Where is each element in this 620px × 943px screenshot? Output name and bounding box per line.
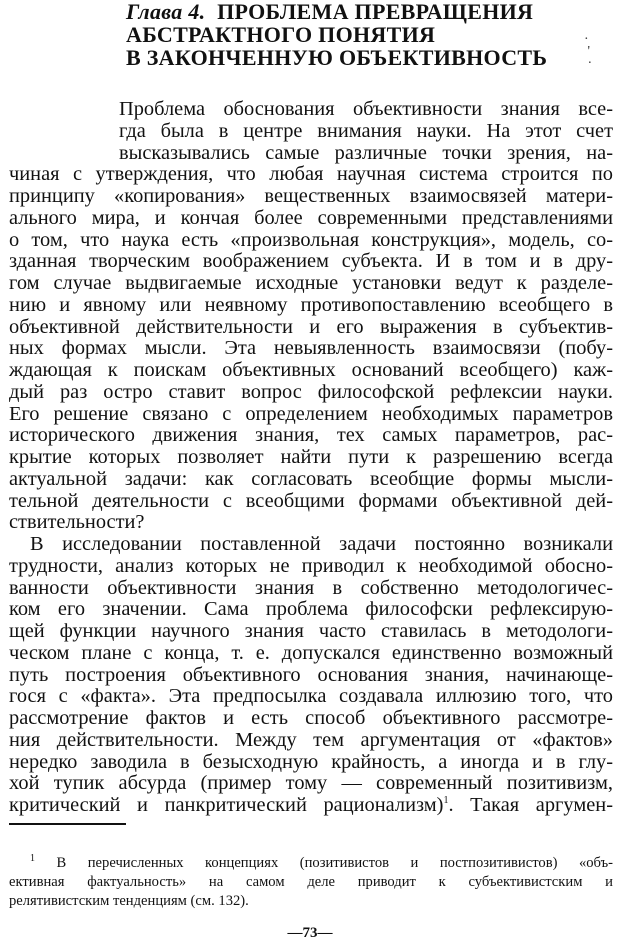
text-line: объективной действительности и его выражения в субъектив- [9,315,613,338]
text-line: высказывались самые различные точки зрения, на- [119,141,613,164]
text-line-with-footnote-ref [9,795,613,817]
text-line: Проблема обоснования объективности знания все- [119,98,613,120]
chapter-label: Глава 4. [126,0,206,24]
text-fragment: критический и панкритический рационализм) [9,794,444,816]
text-line: гом случае выдвигаемые исходные установки ведут к разделе- [9,272,613,294]
text-line: принципу «копирования» вещественных взаимосвязей матери- [9,185,613,207]
chapter-heading-line-1 [126,0,586,23]
text-line: ждающая к поискам объективных оснований всеобщего) каж- [9,359,613,381]
text-line: ствительности? [9,511,145,534]
text-line: тельной деятельности с всеобщими формами объективной дей- [9,489,613,512]
text-line: хой тупик абсурда (пример тому — современный позитивизм, [9,772,613,795]
text-line: о том, что наука есть «произвольная конструкция», модель, со- [9,228,613,251]
footnote-separator [9,823,126,825]
chapter-title-line: В ЗАКОНЧЕННУЮ ОБЪЕКТИВНОСТЬ [126,45,548,70]
text-line: ния действительности. Между тем аргументация от «фактов» [9,728,613,751]
text-line: ных формах мысли. Эта невыявленность взаимосвязи (побу- [9,337,613,360]
footnote-line: релятивистским тенденциям (см. 132). [9,893,249,909]
text-line: ком его значении. Сама проблема философски рефлексирую- [9,598,613,621]
text-line: путь построения объективного основания знания, начинающе- [9,663,613,686]
text-line: исторического движения знания, тех самых параметров, рас- [9,424,613,447]
text-line: зданная творческим воображением субъекта. И в том и в дру- [9,250,613,273]
text-line: дый раз остро ставит вопрос философской рефлексии науки. [9,380,613,403]
text-line: чиная с утверждения, что любая научная система строится по [9,163,613,186]
footnote-text: В перечисленных концепциях (позитивистов и постпозитивистов) «объ- [56,855,614,871]
text-line: щей функции научного знания часто ставилась в методологи- [9,620,613,642]
text-line: ческом плане с конца, т. е. допускался единственно возможный [9,641,613,664]
page-number: —73— [287,925,333,941]
footnote-ref: 1 [443,795,449,807]
footnote [9,854,613,911]
text-line: В исследовании поставленной задачи постоянно возникали [30,533,613,555]
body-text [9,99,613,817]
chapter-title-line: АБСТРАКТНОГО ПОНЯТИЯ [126,22,436,47]
text-line: ального мира, и кончая более современными представлениями [9,206,613,229]
text-line: рассмотрение фактов и есть способ объективного рассмотре- [9,707,613,729]
footnote-marker: 1 [30,853,35,865]
footnote-line: ективная фактуальность» на самом деле приводит к субъективистским и [9,874,613,890]
text-line: нию и явному или неявному противопоставлению всеобщего в [9,293,613,316]
text-line: гося с «факта». Эта предпосылка создавала иллюзию того, что [9,685,613,708]
text-line: нередко заводила в безысходную крайность, а иногда и в глу- [9,750,613,773]
text-line: актуальной задачи: как согласовать всеобщие формы мысли- [9,467,613,490]
text-line: гда была в центре внимания науки. На этот счет [119,119,613,142]
print-speck-marks: · ' · [584,32,593,71]
text-line: Его решение связано с определением необходимых параметров [9,402,613,425]
text-line: ванности объективности знания в собственно методологичес- [9,576,613,599]
text-line: трудности, анализ которых не приводил к необходимой обосно- [9,554,613,577]
text-line: крытие которых позволяет найти пути к разрешению всегда [9,446,613,468]
footnote-line [9,854,613,873]
text-fragment: . Такая аргумен- [448,794,613,816]
chapter-title-line: ПРОБЛЕМА ПРЕВРАЩЕНИЯ [217,0,534,24]
chapter-heading [126,0,586,69]
